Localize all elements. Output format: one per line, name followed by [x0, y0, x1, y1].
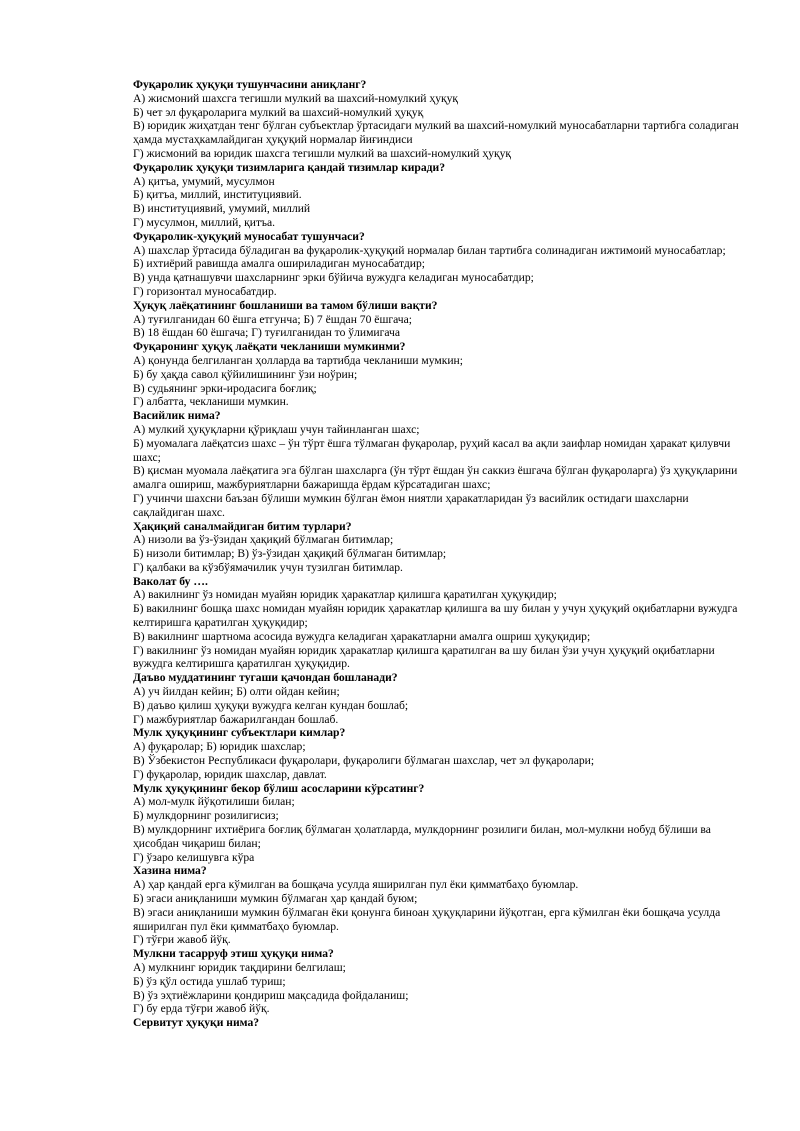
question-heading: Фуқаролик ҳуқуқи тушунчасини аниқланг?: [133, 78, 367, 91]
document-page: [133, 78, 748, 1030]
answer-option: В) унда қатнашувчи шахсларнинг эрки бўйича вужудга келадиган муносабатдир;: [133, 271, 534, 285]
answer-option: А) жисмоний шахсга тегишли мулкий ва шахсий-номулкий ҳуқуқ: [133, 91, 459, 105]
answer-option: В) судьянинг эрки-иродасига боғлиқ;: [133, 381, 317, 395]
answer-option: Б) ўз қўл остида ушлаб туриш;: [133, 974, 286, 988]
answer-option: Б) ихтиёрий равишда амалга ошириладиган муносабатдир;: [133, 257, 425, 271]
answer-option: А) мулкий ҳуқуқларни қўриқлаш учун тайинланган шахс;: [133, 422, 420, 436]
answer-option: А) низоли ва ўз-ўзидан ҳақиқий бўлмаган битимлар;: [133, 533, 394, 547]
question-heading: Даъво муддатининг тугаши қачондан бошланади?: [133, 671, 398, 685]
answer-option: Г) бу ерда тўғри жавоб йўқ.: [133, 1002, 270, 1016]
answer-option: В) ўз эҳтиёжларини қондириш мақсадида фойдаланиш;: [133, 988, 409, 1002]
question-heading: Фуқаролик ҳуқуқи тизимларига қандай тизимлар киради?: [133, 160, 446, 174]
answer-option: Б) бу ҳақда савол қўйилишининг ўзи ноўрин;: [133, 367, 358, 381]
answer-option: В) қисман муомала лаёқатига эга бўлган шахсларга (ўн тўрт ёшдан ўн саккиз ёшгача бўлган фуқароларга) ўз ҳуқуқларини амалга ошириш, мажбуриятларни бажаришда ёрдам кўрсатадиган шахс;: [133, 464, 738, 492]
question-heading: Сервитут ҳуқуқи нима?: [133, 1016, 260, 1030]
answer-option: Г) фуқаролар, юридик шахслар, давлат.: [133, 767, 327, 781]
answer-option: Б) мулкдорнинг розилигисиз;: [133, 809, 279, 823]
answer-option: Г) ўзаро келишувга кўра: [133, 850, 255, 864]
question-heading: Ҳуқуқ лаёқатининг бошланиши ва тамом бўлиши вақти?: [133, 298, 438, 312]
question-heading: Ҳақиқий саналмайдиган битим турлари?: [133, 519, 352, 533]
answer-option: А) қонунда белгиланган ҳолларда ва тартибда чекланиши мумкин;: [133, 353, 463, 367]
answer-option: А) ҳар қандай ерга кўмилган ва бошқача усулда яширилган пул ёки қимматбаҳо буюмлар.: [133, 878, 579, 892]
answer-option: А) мулкнинг юридик тақдирини белгилаш;: [133, 961, 346, 974]
answer-option: В) институциявий, умумий, миллий: [133, 202, 311, 216]
question-heading: Мулк ҳуқуқининг бекор бўлиш асосларини кўрсатинг?: [133, 781, 425, 795]
question-heading: Фуқаронинг ҳуқуқ лаёқати чекланиши мумкинми?: [133, 340, 406, 354]
answer-option: Г) жисмоний ва юридик шахсга тегишли мулкий ва шахсий-номулкий ҳуқуқ: [133, 146, 512, 160]
answer-option: В) даъво қилиш ҳуқуқи вужудга келган кундан бошлаб;: [133, 698, 409, 712]
question-heading: Хазина нима?: [133, 864, 207, 878]
question-heading: Васийлик нима?: [133, 409, 221, 423]
answer-option: А) туғилганидан 60 ёшга етгунча; Б) 7 ёшдан 70 ёшгача;: [133, 312, 413, 326]
answer-option: Б) низоли битимлар; В) ўз-ўзидан ҳақиқий бўлмаган битимлар;: [133, 547, 447, 561]
answer-option: А) шахслар ўртасида бўладиган ва фуқаролик-ҳуқуқий нормалар билан тартибга солинадиган ижтимоий муносабатлар;: [133, 243, 726, 257]
answer-option: Г) тўғри жавоб йўқ.: [133, 933, 231, 947]
answer-option: Г) мусулмон, миллий, қитъа.: [133, 215, 276, 229]
answer-option: А) уч йилдан кейин; Б) олти ойдан кейин;: [133, 685, 340, 699]
question-heading: Мулк ҳуқуқининг субъектлари кимлар?: [133, 726, 346, 740]
answer-option: Г) горизонтал муносабатдир.: [133, 284, 277, 298]
answer-option: Б) вакилнинг бошқа шахс номидан муайян юридик ҳаракатлар қилишга ва шу билан у учун ҳуқуқий оқибатларни вужудга келтиришга қаратилган ҳуқуқидир;: [133, 602, 738, 630]
answer-option: Б) қитъа, миллий, институциявий.: [133, 188, 302, 202]
answer-option: А) қитъа, умумий, мусулмон: [133, 174, 275, 188]
answer-option: Г) мажбуриятлар бажарилгандан бошлаб.: [133, 712, 339, 726]
answer-option: Б) эгаси аниқланиши мумкин бўлмаган ҳар қандай буюм;: [133, 892, 418, 906]
answer-option: Г) қалбаки ва кўзбўямачилик учун тузилган битимлар.: [133, 560, 403, 574]
answer-option: А) вакилнинг ўз номидан муайян юридик ҳаракатлар қилишга қаратилган ҳуқуқидир;: [133, 588, 557, 602]
answer-option: В) мулкдорнинг ихтиёрига боғлиқ бўлмаган ҳолатларда, мулкдорнинг розилиги билан, мол-мулкни нобуд бўлиши ва ҳисобдан чиқариш билан;: [133, 823, 711, 850]
answer-option: Г) албатта, чекланиши мумкин.: [133, 395, 289, 409]
question-heading: Мулкни тасарруф этиш ҳуқуқи нима?: [133, 947, 334, 961]
answer-option: В) Ўзбекистон Республикаси фуқаролари, фуқаролиги бўлмаган шахслар, чет эл фуқаролари;: [133, 754, 595, 768]
answer-option: А) мол-мулк йўқотилиши билан;: [133, 795, 295, 809]
answer-option: В) 18 ёшдан 60 ёшгача; Г) туғилганидан то ўлимигача: [133, 326, 401, 340]
answer-option: В) эгаси аниқланиши мумкин бўлмаган ёки қонунга биноан ҳуқуқларини йўқотган, ерга кўмилган ёки бошқача усулда яширилган пул ёки қимматбаҳо буюмлар.: [133, 905, 721, 933]
question-heading: Ваколат бу ….: [133, 574, 208, 588]
question-heading: Фуқаролик-ҳуқуқий муносабат тушунчаси?: [133, 229, 365, 243]
answer-option: В) вакилнинг шартнома асосида вужудга келадиган ҳаракатларни амалга ошриш ҳуқуқидир;: [133, 629, 591, 643]
answer-option: Г) вакилнинг ўз номидан муайян юридик ҳаракатлар қилишга қаратилган ва шу билан ўзи учун ҳуқуқий оқибатларни вужудга келтиришга қаратилган ҳуқуқидир.: [133, 643, 715, 671]
answer-option: Б) чет эл фуқароларига мулкий ва шахсий-номулкий ҳуқуқ: [133, 105, 424, 119]
answer-option: Б) муомалага лаёқатсиз шахс – ўн тўрт ёшга тўлмаган фуқаролар, руҳий касал ва ақли заифлар номидан ҳаракат қилувчи шахс;: [133, 436, 731, 464]
answer-option: А) фуқаролар; Б) юридик шахслар;: [133, 740, 306, 754]
answer-option: Г) учинчи шахсни баъзан бўлиши мумкин бўлган ёмон ниятли ҳаракатларидан ўз васийлик остидаги шахсларни сақлайдиган шахс.: [133, 491, 689, 519]
answer-option: В) юридик жиҳатдан тенг бўлган субъектлар ўртасидаги мулкий ва шахсий-номулкий муносабатларни тартибга соладиган ҳамда мустаҳкамлайдиган ҳуқуқий нормалар йиғиндиси: [133, 119, 739, 147]
